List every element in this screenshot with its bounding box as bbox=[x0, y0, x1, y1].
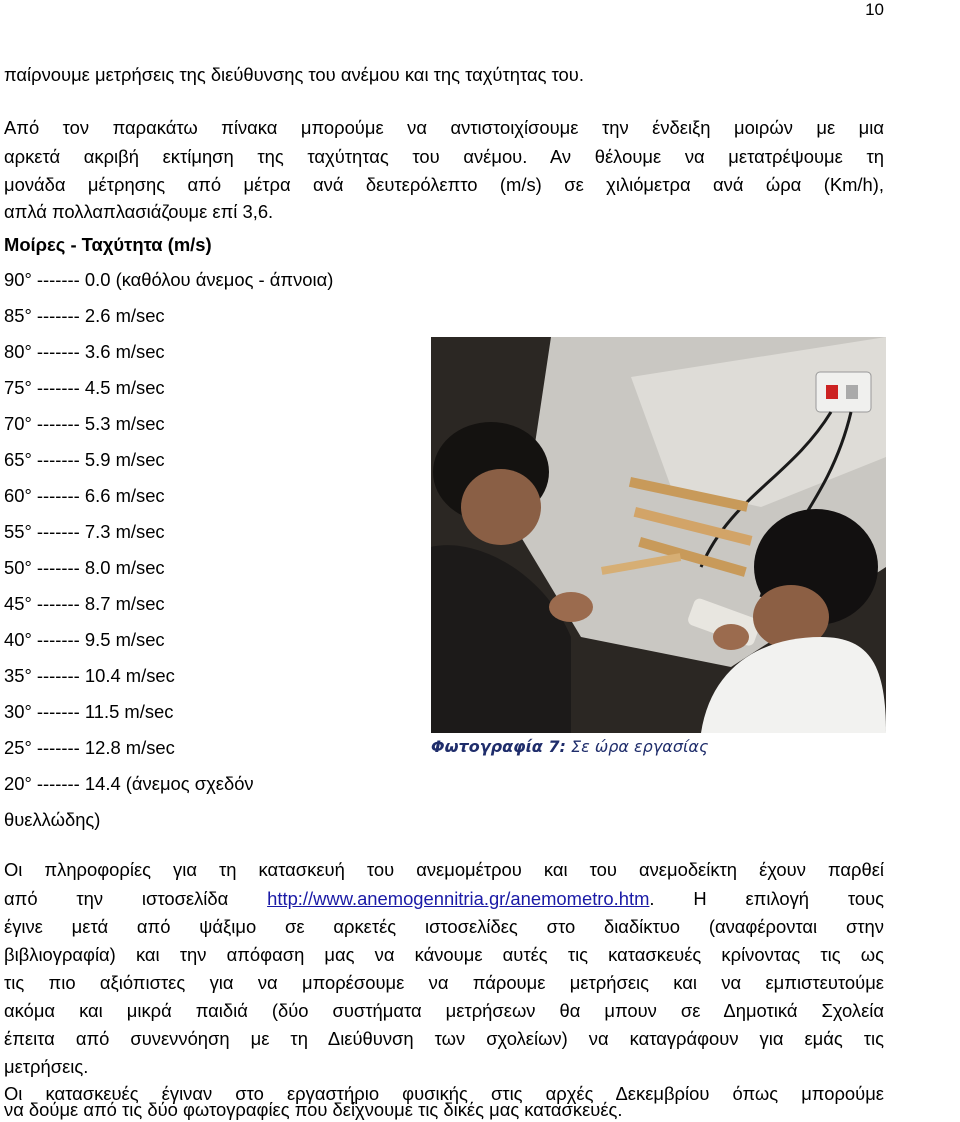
para1-line: Από τον παρακάτω πίνακα μπορούμε να αντιστοιχίσουμε την ένδειξη μοιρών με μια bbox=[4, 117, 884, 138]
table-row: 50° ------- 8.0 m/sec bbox=[4, 557, 165, 578]
table-row: 70° ------- 5.3 m/sec bbox=[4, 413, 165, 434]
table-row: 90° ------- 0.0 (καθόλου άνεμος - άπνοια) bbox=[4, 269, 334, 290]
para3-line: Οι κατασκευές έγιναν στο εργαστήριο φυσικής στις αρχές Δεκεμβρίου όπως μπορούμε bbox=[4, 1083, 884, 1104]
para2-line: μετρήσεις. bbox=[4, 1056, 89, 1077]
page-number: 10 bbox=[865, 0, 884, 19]
para1-line: αρκετά ακριβή εκτίμηση της ταχύτητας του ανέμου. Αν θέλουμε να μετατρέψουμε τη bbox=[4, 146, 884, 167]
para3-line: να δούμε από τις δύο φωτογραφίες που δείχνουμε τις δικές μας κατασκευές. bbox=[4, 1099, 623, 1120]
table-row: 65° ------- 5.9 m/sec bbox=[4, 449, 165, 470]
para1-line: απλά πολλαπλασιάζουμε επί 3,6. bbox=[4, 201, 274, 222]
table-row: 45° ------- 8.7 m/sec bbox=[4, 593, 165, 614]
table-row: 35° ------- 10.4 m/sec bbox=[4, 665, 175, 686]
para2-line: έγινε μετά από ψάξιμο σε αρκετές ιστοσελίδες στο διαδίκτυο (αναφέρονται στην bbox=[4, 916, 884, 937]
para2-line: τις πιο αξιόπιστες για να μπορέσουμε να πάρουμε μετρήσεις και να εμπιστευτούμε bbox=[4, 972, 884, 993]
para2-link-line bbox=[4, 887, 884, 911]
para1-line: μονάδα μέτρησης από μέτρα ανά δευτερόλεπτο (m/s) σε χιλιόμετρα ανά ώρα (Km/h), bbox=[4, 174, 884, 195]
para2-line: έπειτα από συνεννόηση με τη Διεύθυνση των σχολείων) να καταγράφουν για εμάς τις bbox=[4, 1028, 884, 1049]
table-row: 40° ------- 9.5 m/sec bbox=[4, 629, 165, 650]
table-row: 85° ------- 2.6 m/sec bbox=[4, 305, 165, 326]
para2-line: Οι πληροφορίες για τη κατασκευή του ανεμομέτρου και του ανεμοδείκτη έχουν παρθεί bbox=[4, 859, 884, 880]
intro-line: παίρνουμε μετρήσεις της διεύθυνσης του ανέμου και της ταχύτητας του. bbox=[4, 64, 584, 85]
table-row: θυελλώδης) bbox=[4, 809, 101, 830]
table-row: 60° ------- 6.6 m/sec bbox=[4, 485, 165, 506]
table-row: 75° ------- 4.5 m/sec bbox=[4, 377, 165, 398]
table-row: 20° ------- 14.4 (άνεμος σχεδόν bbox=[4, 773, 254, 794]
para2-line: βιβλιογραφία) και την απόφαση μας να κάνουμε αυτές τις κατασκευές κρίνοντας τις ως bbox=[4, 944, 884, 965]
photo-caption-text: Σε ώρα εργασίας bbox=[571, 737, 709, 756]
table-row: 80° ------- 3.6 m/sec bbox=[4, 341, 165, 362]
para2-text: . Η επιλογή τους bbox=[649, 888, 884, 909]
table-row: 55° ------- 7.3 m/sec bbox=[4, 521, 165, 542]
table-row: 25° ------- 12.8 m/sec bbox=[4, 737, 175, 758]
table-heading: Μοίρες - Ταχύτητα (m/s) bbox=[4, 234, 212, 255]
table-row: 30° ------- 11.5 m/sec bbox=[4, 701, 174, 722]
para2-text: από την ιστοσελίδα bbox=[4, 888, 229, 909]
para2-line: ακόμα και μικρά παιδιά (δύο συστήματα μετρήσεων θα μπουν σε Δημοτικά Σχολεία bbox=[4, 1000, 884, 1021]
workshop-photo-illustration bbox=[431, 337, 886, 733]
photo-caption bbox=[431, 737, 851, 756]
photo-caption-label: Φωτογραφία 7: bbox=[431, 737, 566, 756]
source-link[interactable]: http://www.anemogennitria.gr/anemometro.htm bbox=[267, 888, 650, 909]
workshop-photo bbox=[431, 337, 886, 733]
